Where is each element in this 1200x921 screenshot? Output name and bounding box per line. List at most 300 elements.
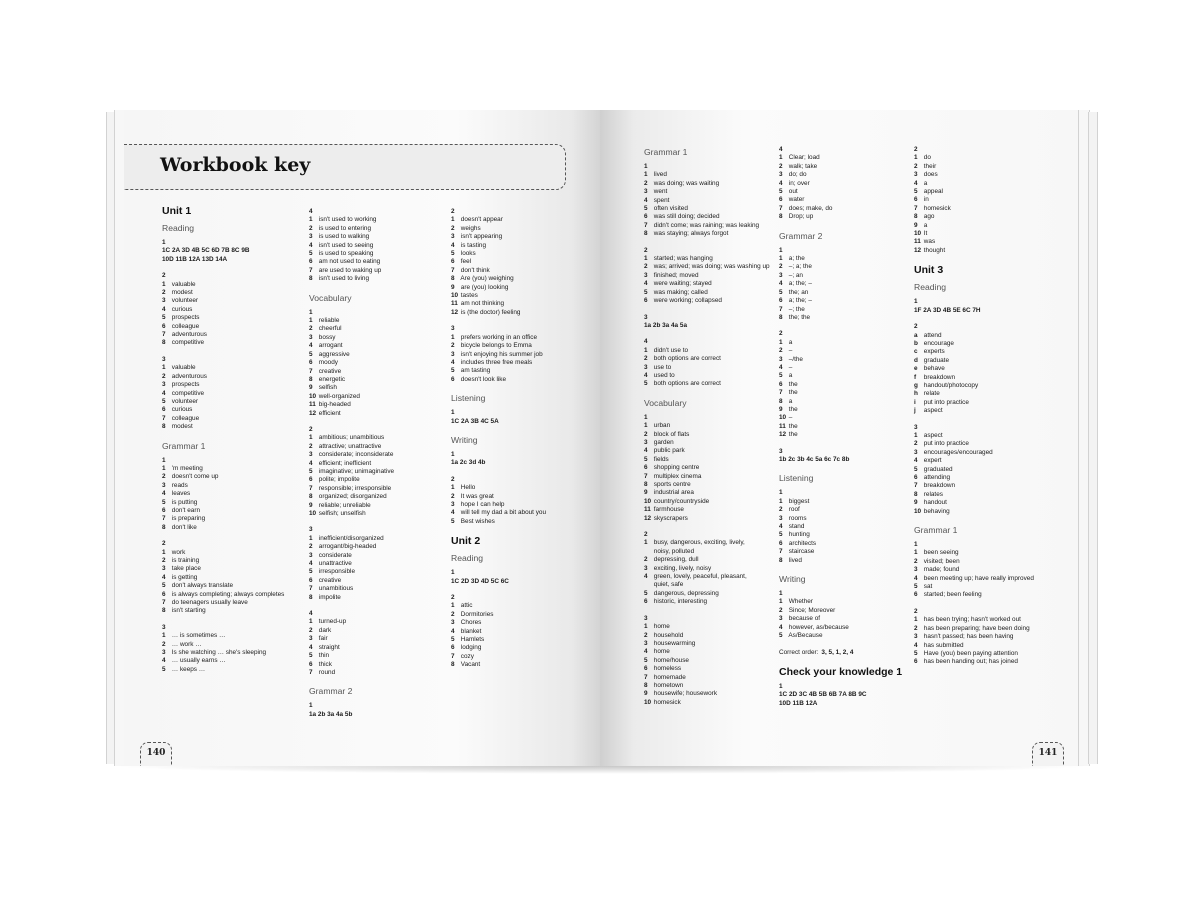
item-answer: sat <box>922 583 933 591</box>
item-answer: busy, dangerous, exciting, lively, <box>652 539 745 547</box>
answer-item <box>162 473 302 481</box>
unit-heading: Unit 3 <box>914 264 944 277</box>
item-answer: are (you) looking <box>459 283 509 291</box>
item-answer: green, lovely, peaceful, pleasant, <box>652 573 747 581</box>
answer-item <box>309 258 449 266</box>
item-number: 4 <box>309 560 313 568</box>
item-number: 5 <box>644 380 648 388</box>
item-number: 1 <box>162 280 166 288</box>
item-answer: unambitious <box>317 585 354 593</box>
answer-item <box>451 359 591 367</box>
item-answer: work <box>170 548 186 556</box>
answer-item <box>914 238 1064 246</box>
section-heading: Vocabulary <box>644 397 687 408</box>
item-number: 1 <box>779 255 783 263</box>
item-number: 12 <box>451 308 459 316</box>
answer-item <box>451 602 591 610</box>
answer-item <box>779 548 911 556</box>
item-number: 4 <box>779 280 783 288</box>
item-number: 4 <box>309 241 313 249</box>
answer-item <box>914 549 1064 557</box>
item-answer: farmhouse <box>652 506 684 514</box>
answer-column-2 <box>309 208 449 727</box>
item-number: 4 <box>451 627 455 635</box>
answer-item <box>779 515 911 523</box>
answer-item <box>779 356 911 364</box>
item-number: 3 <box>779 615 783 623</box>
item-number: 7 <box>779 548 783 556</box>
item-number: 3 <box>162 649 166 657</box>
item-number: 7 <box>451 266 455 274</box>
item-answer: walk; take <box>787 162 818 170</box>
item-number: 6 <box>309 359 313 367</box>
answer-item <box>309 493 449 501</box>
answer-item <box>914 650 1064 658</box>
item-number: 8 <box>309 275 313 283</box>
item-answer: is preparing <box>170 515 206 523</box>
item-number: 3 <box>451 619 455 627</box>
exercise-block <box>914 323 1064 415</box>
unit-heading: Check your knowledge 1 <box>779 665 903 678</box>
exercise-number: 1 <box>779 246 783 254</box>
item-number: 12 <box>779 431 787 439</box>
answer-item <box>644 598 779 606</box>
item-answer: a; the <box>787 255 805 263</box>
item-answer: It was great <box>459 492 494 500</box>
answer-item <box>779 347 911 355</box>
item-number: 6 <box>309 476 313 484</box>
item-answer: handout/photocopy <box>922 381 979 389</box>
item-number: 1 <box>914 549 918 557</box>
item-number: d <box>914 356 918 364</box>
exercise-number: 3 <box>309 526 313 534</box>
answer-item <box>309 233 449 241</box>
item-answer: quiet, safe <box>652 581 684 589</box>
item-answer: prospects <box>170 381 200 389</box>
answer-item <box>779 339 911 347</box>
exercise-block <box>451 594 591 670</box>
answer-item <box>644 289 779 297</box>
item-answer: dark <box>317 626 332 634</box>
item-number: 5 <box>162 582 166 590</box>
item-answer: is used to speaking <box>317 250 374 258</box>
exercise-block <box>644 414 779 523</box>
item-answer: colleague <box>170 322 200 330</box>
item-number: g <box>914 381 918 389</box>
answer-line: 10D 11B 12A 13D 14A <box>162 255 228 263</box>
item-number: 1 <box>451 333 455 341</box>
answer-item <box>451 334 591 342</box>
answer-item <box>644 699 779 707</box>
item-number: 8 <box>309 493 313 501</box>
answer-item <box>779 297 911 305</box>
item-number: 3 <box>644 271 648 279</box>
exercise-block <box>309 426 449 518</box>
item-number: 1 <box>451 216 455 224</box>
item-answer: put into practice <box>922 398 969 406</box>
item-answer: organized; disorganized <box>317 493 387 501</box>
item-answer: the; the <box>787 313 811 321</box>
answer-item <box>914 575 1064 583</box>
item-number: c <box>914 348 918 356</box>
answer-item <box>162 524 302 532</box>
answer-item <box>914 399 1064 407</box>
item-number: 5 <box>914 583 918 591</box>
answer-item <box>779 557 911 565</box>
item-answer: adventurous <box>170 372 207 380</box>
item-answer: volunteer <box>170 397 199 405</box>
correct-order <box>779 649 911 657</box>
answer-item <box>779 289 911 297</box>
item-answer: country/countryside <box>652 497 710 505</box>
answer-item <box>162 289 302 297</box>
answer-item <box>309 594 449 602</box>
answer-item <box>779 255 911 263</box>
answer-item <box>451 653 591 661</box>
answer-item <box>309 661 449 669</box>
item-answer: isn't used to living <box>317 275 370 283</box>
item-answer: because of <box>787 615 821 623</box>
item-number: 3 <box>644 363 648 371</box>
item-number: 2 <box>779 506 783 514</box>
item-number: 5 <box>309 568 313 576</box>
exercise-number: 1 <box>644 413 648 421</box>
answer-item <box>644 372 779 380</box>
item-answer: isn't used to seeing <box>317 241 374 249</box>
item-number: 9 <box>644 489 648 497</box>
answer-item <box>779 506 911 514</box>
item-answer: turned-up <box>317 618 347 626</box>
item-answer: don't always translate <box>170 582 234 590</box>
answer-item <box>644 581 779 589</box>
item-answer: Have (you) been paying attention <box>922 649 1018 657</box>
item-number: 8 <box>914 490 918 498</box>
answer-item <box>779 188 911 196</box>
item-number: 5 <box>644 455 648 463</box>
item-answer: don't like <box>170 523 197 531</box>
answer-item <box>451 501 591 509</box>
item-answer: relates <box>922 490 943 498</box>
item-answer: been meeting up; have really improved <box>922 574 1034 582</box>
answer-item <box>309 393 449 401</box>
answer-item <box>914 222 1064 230</box>
item-number: 3 <box>309 635 313 643</box>
item-answer: aspect <box>922 431 943 439</box>
answer-item <box>451 619 591 627</box>
item-answer: in; over <box>787 179 810 187</box>
item-answer: arrogant <box>317 342 343 350</box>
exercise-block <box>779 330 911 439</box>
item-number: 4 <box>914 457 918 465</box>
answer-item <box>779 213 911 221</box>
item-number: 5 <box>451 250 455 258</box>
answer-item <box>644 255 779 263</box>
exercise-block <box>914 424 1064 516</box>
item-answer: the <box>787 431 798 439</box>
page-title: Workbook key <box>160 154 311 176</box>
answer-item <box>644 548 779 556</box>
item-answer: do; do <box>787 171 807 179</box>
unit-heading: Unit 1 <box>162 205 192 217</box>
item-number: 7 <box>779 389 783 397</box>
answer-item <box>914 407 1064 415</box>
item-number: 1 <box>309 434 313 442</box>
item-number: 1 <box>309 317 313 325</box>
item-answer: does; make, do <box>787 204 833 212</box>
answer-item <box>914 188 1064 196</box>
item-answer: lived <box>652 171 667 179</box>
item-answer: am not used to eating <box>317 258 381 266</box>
answer-item <box>451 258 591 266</box>
section-heading: Reading <box>451 553 484 564</box>
answer-item <box>162 507 302 515</box>
exercise-number: 2 <box>451 208 455 215</box>
answer-item <box>644 556 779 564</box>
answer-column-6 <box>914 146 1064 675</box>
exercise-number: 2 <box>914 323 918 331</box>
item-number: 5 <box>451 636 455 644</box>
item-number: j <box>914 407 916 415</box>
answer-item <box>914 374 1064 382</box>
item-answer: visited; been <box>922 557 960 565</box>
item-number: 2 <box>162 372 166 380</box>
exercise-block <box>914 608 1064 667</box>
item-number: 12 <box>309 409 317 417</box>
exercise-block <box>162 239 302 264</box>
exercise-number: 2 <box>162 272 166 280</box>
answer-item <box>451 367 591 375</box>
answer-item <box>309 560 449 568</box>
item-number: 2 <box>309 442 313 450</box>
item-answer: often visited <box>652 205 688 213</box>
item-number: 9 <box>644 690 648 698</box>
item-answer: has been handing out; has joined <box>922 658 1018 666</box>
answer-item <box>644 456 779 464</box>
answer-item <box>644 648 779 656</box>
answer-item <box>309 627 449 635</box>
item-answer: selfish; unselfish <box>317 510 366 517</box>
item-answer: sports centre <box>652 481 691 488</box>
item-answer: Drop; up <box>787 213 814 221</box>
answer-item <box>162 406 302 414</box>
item-number: 2 <box>309 224 313 232</box>
page-number-right: 141 <box>1032 742 1064 766</box>
item-number: 5 <box>451 367 455 375</box>
answer-item <box>451 216 591 224</box>
item-answer: is (the doctor) feeling <box>459 308 521 316</box>
exercise-number: 2 <box>914 146 918 153</box>
item-number: 7 <box>162 414 166 422</box>
answer-item <box>451 661 591 669</box>
item-number: a <box>914 331 918 339</box>
item-answer: shopping centre <box>652 464 700 472</box>
exercise-block <box>779 247 911 323</box>
exercise-block <box>644 531 779 607</box>
item-answer: prospects <box>170 314 200 322</box>
exercise-block <box>779 489 911 565</box>
item-number: 2 <box>644 631 648 639</box>
item-number: 4 <box>309 643 313 651</box>
item-number: 3 <box>309 333 313 341</box>
answer-item <box>914 633 1064 641</box>
item-answer: isn't used to working <box>317 216 377 224</box>
answer-item <box>914 482 1064 490</box>
answer-item <box>914 499 1064 507</box>
item-answer: industrial area <box>652 489 694 497</box>
item-number: 1 <box>779 154 783 162</box>
answer-item <box>309 376 449 384</box>
answer-item <box>451 233 591 241</box>
item-number: 7 <box>309 668 313 676</box>
answer-item <box>644 180 779 188</box>
item-number: 6 <box>162 590 166 598</box>
item-answer: arrogant/big-headed <box>317 543 377 551</box>
item-number: 10 <box>309 392 317 400</box>
item-answer: energetic <box>317 375 346 383</box>
answer-item <box>309 250 449 258</box>
answer-item <box>309 434 449 442</box>
item-number: 12 <box>914 246 922 254</box>
item-answer: reads <box>170 481 188 489</box>
item-number: h <box>914 390 918 398</box>
item-number: 6 <box>451 258 455 266</box>
item-number: 3 <box>644 639 648 647</box>
item-answer: selfish <box>317 384 337 392</box>
item-answer: well-organized <box>317 392 360 400</box>
item-number: 2 <box>914 624 918 632</box>
exercise-number: 3 <box>162 623 166 631</box>
correct-order-value: 3, 5, 1, 2, 4 <box>821 648 854 656</box>
answer-item <box>914 583 1064 591</box>
item-answer: polite; impolite <box>317 476 360 484</box>
item-answer: don't earn <box>170 506 200 514</box>
item-number: i <box>914 398 916 406</box>
answer-item <box>451 275 591 283</box>
exercise-number: 3 <box>451 325 455 333</box>
exercise-block <box>914 298 1064 315</box>
answer-item <box>162 582 302 590</box>
item-answer: efficient; inefficient <box>317 459 372 467</box>
answer-item <box>914 642 1064 650</box>
item-number: 4 <box>162 573 166 581</box>
item-answer: aspect <box>922 407 943 415</box>
item-answer: … is sometimes … <box>170 632 226 640</box>
item-number: 11 <box>779 422 786 430</box>
item-number: 7 <box>309 367 313 375</box>
item-answer: considerate; inconsiderate <box>317 451 394 459</box>
item-answer: biggest <box>787 497 810 505</box>
answer-item <box>644 498 779 506</box>
item-answer: behave <box>922 365 945 373</box>
item-answer: hometown <box>652 681 684 689</box>
answer-item <box>451 636 591 644</box>
answer-column-1 <box>162 202 302 682</box>
answer-item <box>644 665 779 673</box>
answer-item <box>644 213 779 221</box>
item-answer: breakdown <box>922 482 956 490</box>
answer-item <box>162 515 302 523</box>
item-answer: public park <box>652 447 685 455</box>
answer-item <box>162 390 302 398</box>
item-number: 4 <box>162 389 166 397</box>
answer-item <box>914 230 1064 238</box>
answer-item <box>162 364 302 372</box>
item-answer: – <box>787 363 793 371</box>
answer-line: 1a 2c 3d 4b <box>451 459 486 467</box>
item-answer: the <box>787 422 798 430</box>
item-answer: is tasting <box>459 241 486 249</box>
item-number: 1 <box>914 616 918 624</box>
answer-item <box>914 154 1064 162</box>
item-number: 8 <box>779 313 783 321</box>
item-number: 1 <box>779 338 783 346</box>
answer-item <box>162 331 302 339</box>
item-number: 7 <box>644 472 648 480</box>
answer-item <box>309 242 449 250</box>
section-heading: Grammar 1 <box>914 525 958 536</box>
exercise-block <box>451 409 591 426</box>
item-answer: unattractive <box>317 560 352 568</box>
answer-item <box>779 364 911 372</box>
answer-item <box>644 682 779 690</box>
item-number: 10 <box>779 414 787 422</box>
item-number: 1 <box>644 346 648 354</box>
item-number: 5 <box>451 517 455 525</box>
item-number: 2 <box>644 179 648 187</box>
item-answer: isn't appearing <box>459 233 503 241</box>
item-answer: architects <box>787 539 817 547</box>
answer-item <box>162 381 302 389</box>
answer-item <box>914 566 1064 574</box>
item-answer: considerate <box>317 551 352 559</box>
item-number: 1 <box>451 484 455 492</box>
answer-item <box>644 272 779 280</box>
item-number: 5 <box>644 205 648 213</box>
answer-item <box>914 558 1064 566</box>
item-number: 4 <box>779 363 783 371</box>
item-number: 3 <box>914 633 918 641</box>
item-answer: has been preparing; have been doing <box>922 624 1030 632</box>
item-number: 3 <box>309 551 313 559</box>
answer-item <box>779 314 911 322</box>
item-number: 3 <box>162 565 166 573</box>
exercise-block <box>451 208 591 317</box>
answer-item <box>644 489 779 497</box>
answer-item <box>309 468 449 476</box>
exercise-block <box>309 526 449 602</box>
item-answer: doesn't look like <box>459 375 507 383</box>
item-number: 2 <box>451 342 455 350</box>
answer-item <box>309 267 449 275</box>
answer-item <box>644 640 779 648</box>
item-number: e <box>914 365 918 373</box>
answer-item <box>914 213 1064 221</box>
answer-item <box>779 280 911 288</box>
item-answer: reliable <box>317 317 340 325</box>
item-answer: will tell my dad a bit about you <box>459 509 547 517</box>
exercise-block <box>162 457 302 533</box>
answer-item <box>309 585 449 593</box>
item-answer: appeal <box>922 188 943 196</box>
item-number: 4 <box>644 280 648 288</box>
item-answer: is training <box>170 557 200 564</box>
item-answer: has submitted <box>922 641 964 649</box>
answer-item <box>914 332 1064 340</box>
answer-line: 1a 2b 3a 4a 5a <box>644 321 687 329</box>
unit-heading: Unit 2 <box>451 535 481 548</box>
answer-item <box>914 247 1064 255</box>
item-number: 3 <box>779 355 783 363</box>
